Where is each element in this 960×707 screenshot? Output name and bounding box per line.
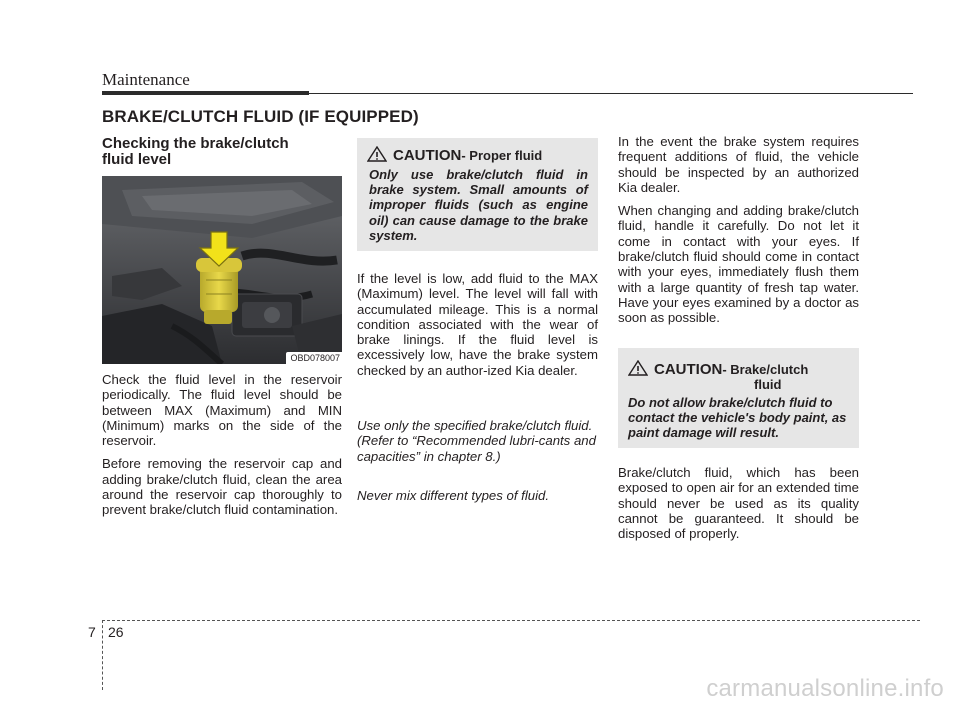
italic-note: Never mix different types of fluid. — [357, 488, 550, 503]
sub-heading-line-1: Checking the brake/clutch — [102, 135, 289, 152]
paragraph: In the event the brake system requires frequent additions of fluid, the vehicle should be inspected by an authorized Kia dealer. — [618, 134, 859, 195]
caution-box-brake-clutch-fluid — [618, 348, 859, 448]
middle-body — [357, 271, 598, 386]
engine-bay-photo — [102, 176, 342, 364]
photo-caption: OBD078007 — [286, 352, 342, 364]
chapter-number: 7 — [88, 624, 96, 640]
watermark: carmanualsonline.info — [706, 675, 944, 702]
sub-heading — [102, 136, 342, 168]
caution-word: CAUTION — [393, 147, 462, 164]
warning-triangle-icon — [628, 360, 648, 376]
header-bar-thick — [102, 91, 309, 95]
italic-note: Use only the specified brake/clutch fluid. (Refer to “Recommended lubri-cants and capacities” in chapter 8.) — [357, 418, 596, 464]
paragraph: If the level is low, add fluid to the MAX (Maximum) level. The level will fall with accumulated mileage. This is a normal condition associated with the wear of brake linings. If the fluid level is excessively low, have the brake system checked by an author-ized Kia dealer. — [357, 271, 598, 378]
paragraph: Before removing the reservoir cap and adding brake/clutch fluid, clean the area around the reservoir cap thoroughly to prevent brake/clutch fluid contamination. — [102, 456, 342, 518]
caution-heading — [367, 144, 542, 164]
section-title: BRAKE/CLUTCH FLUID (IF EQUIPPED) — [102, 107, 419, 126]
page-number: 26 — [108, 624, 124, 640]
engine-bay-illustration — [102, 176, 342, 364]
right-body — [618, 134, 859, 334]
caution-word: CAUTION — [654, 361, 723, 378]
sub-heading-line-2: fluid level — [102, 151, 172, 168]
footer-rule — [102, 620, 920, 621]
footer-divider — [102, 620, 103, 690]
caution-body: Do not allow brake/clutch fluid to contact the vehicle's body paint, as paint damage will result. — [628, 395, 847, 441]
caution-box-proper-fluid — [357, 138, 598, 251]
left-body — [102, 372, 342, 526]
paragraph: When changing and adding brake/clutch fluid, handle it carefully. Do not let it come in contact with your eyes. If brake/clutch fluid should come in contact with your eyes, immediately flush them with a large quantity of fresh tap water. Have your eyes examined by a doctor as soon as possible. — [618, 203, 859, 326]
caution-heading — [628, 358, 853, 392]
caution-body: Only use brake/clutch fluid in brake system. Small amounts of improper fluids (such as engine oil) can cause damage to the brake system. — [369, 167, 588, 243]
caution-suffix: - Brake/clutch — [722, 362, 809, 377]
caution-suffix-continued: fluid — [754, 377, 782, 392]
running-head: Maintenance — [102, 70, 190, 89]
warning-triangle-icon — [367, 146, 387, 162]
closing-paragraph: Brake/clutch fluid, which has been exposed to open air for an extended time should never be used as its quality cannot be guaranteed. It should be disposed of properly. — [618, 465, 859, 542]
paragraph: Check the fluid level in the reservoir periodically. The fluid level should be between MAX (Maximum) and MIN (Minimum) marks on the side of the reservoir. — [102, 372, 342, 449]
header-rule — [309, 93, 913, 94]
caution-suffix: - Proper fluid — [461, 148, 543, 163]
